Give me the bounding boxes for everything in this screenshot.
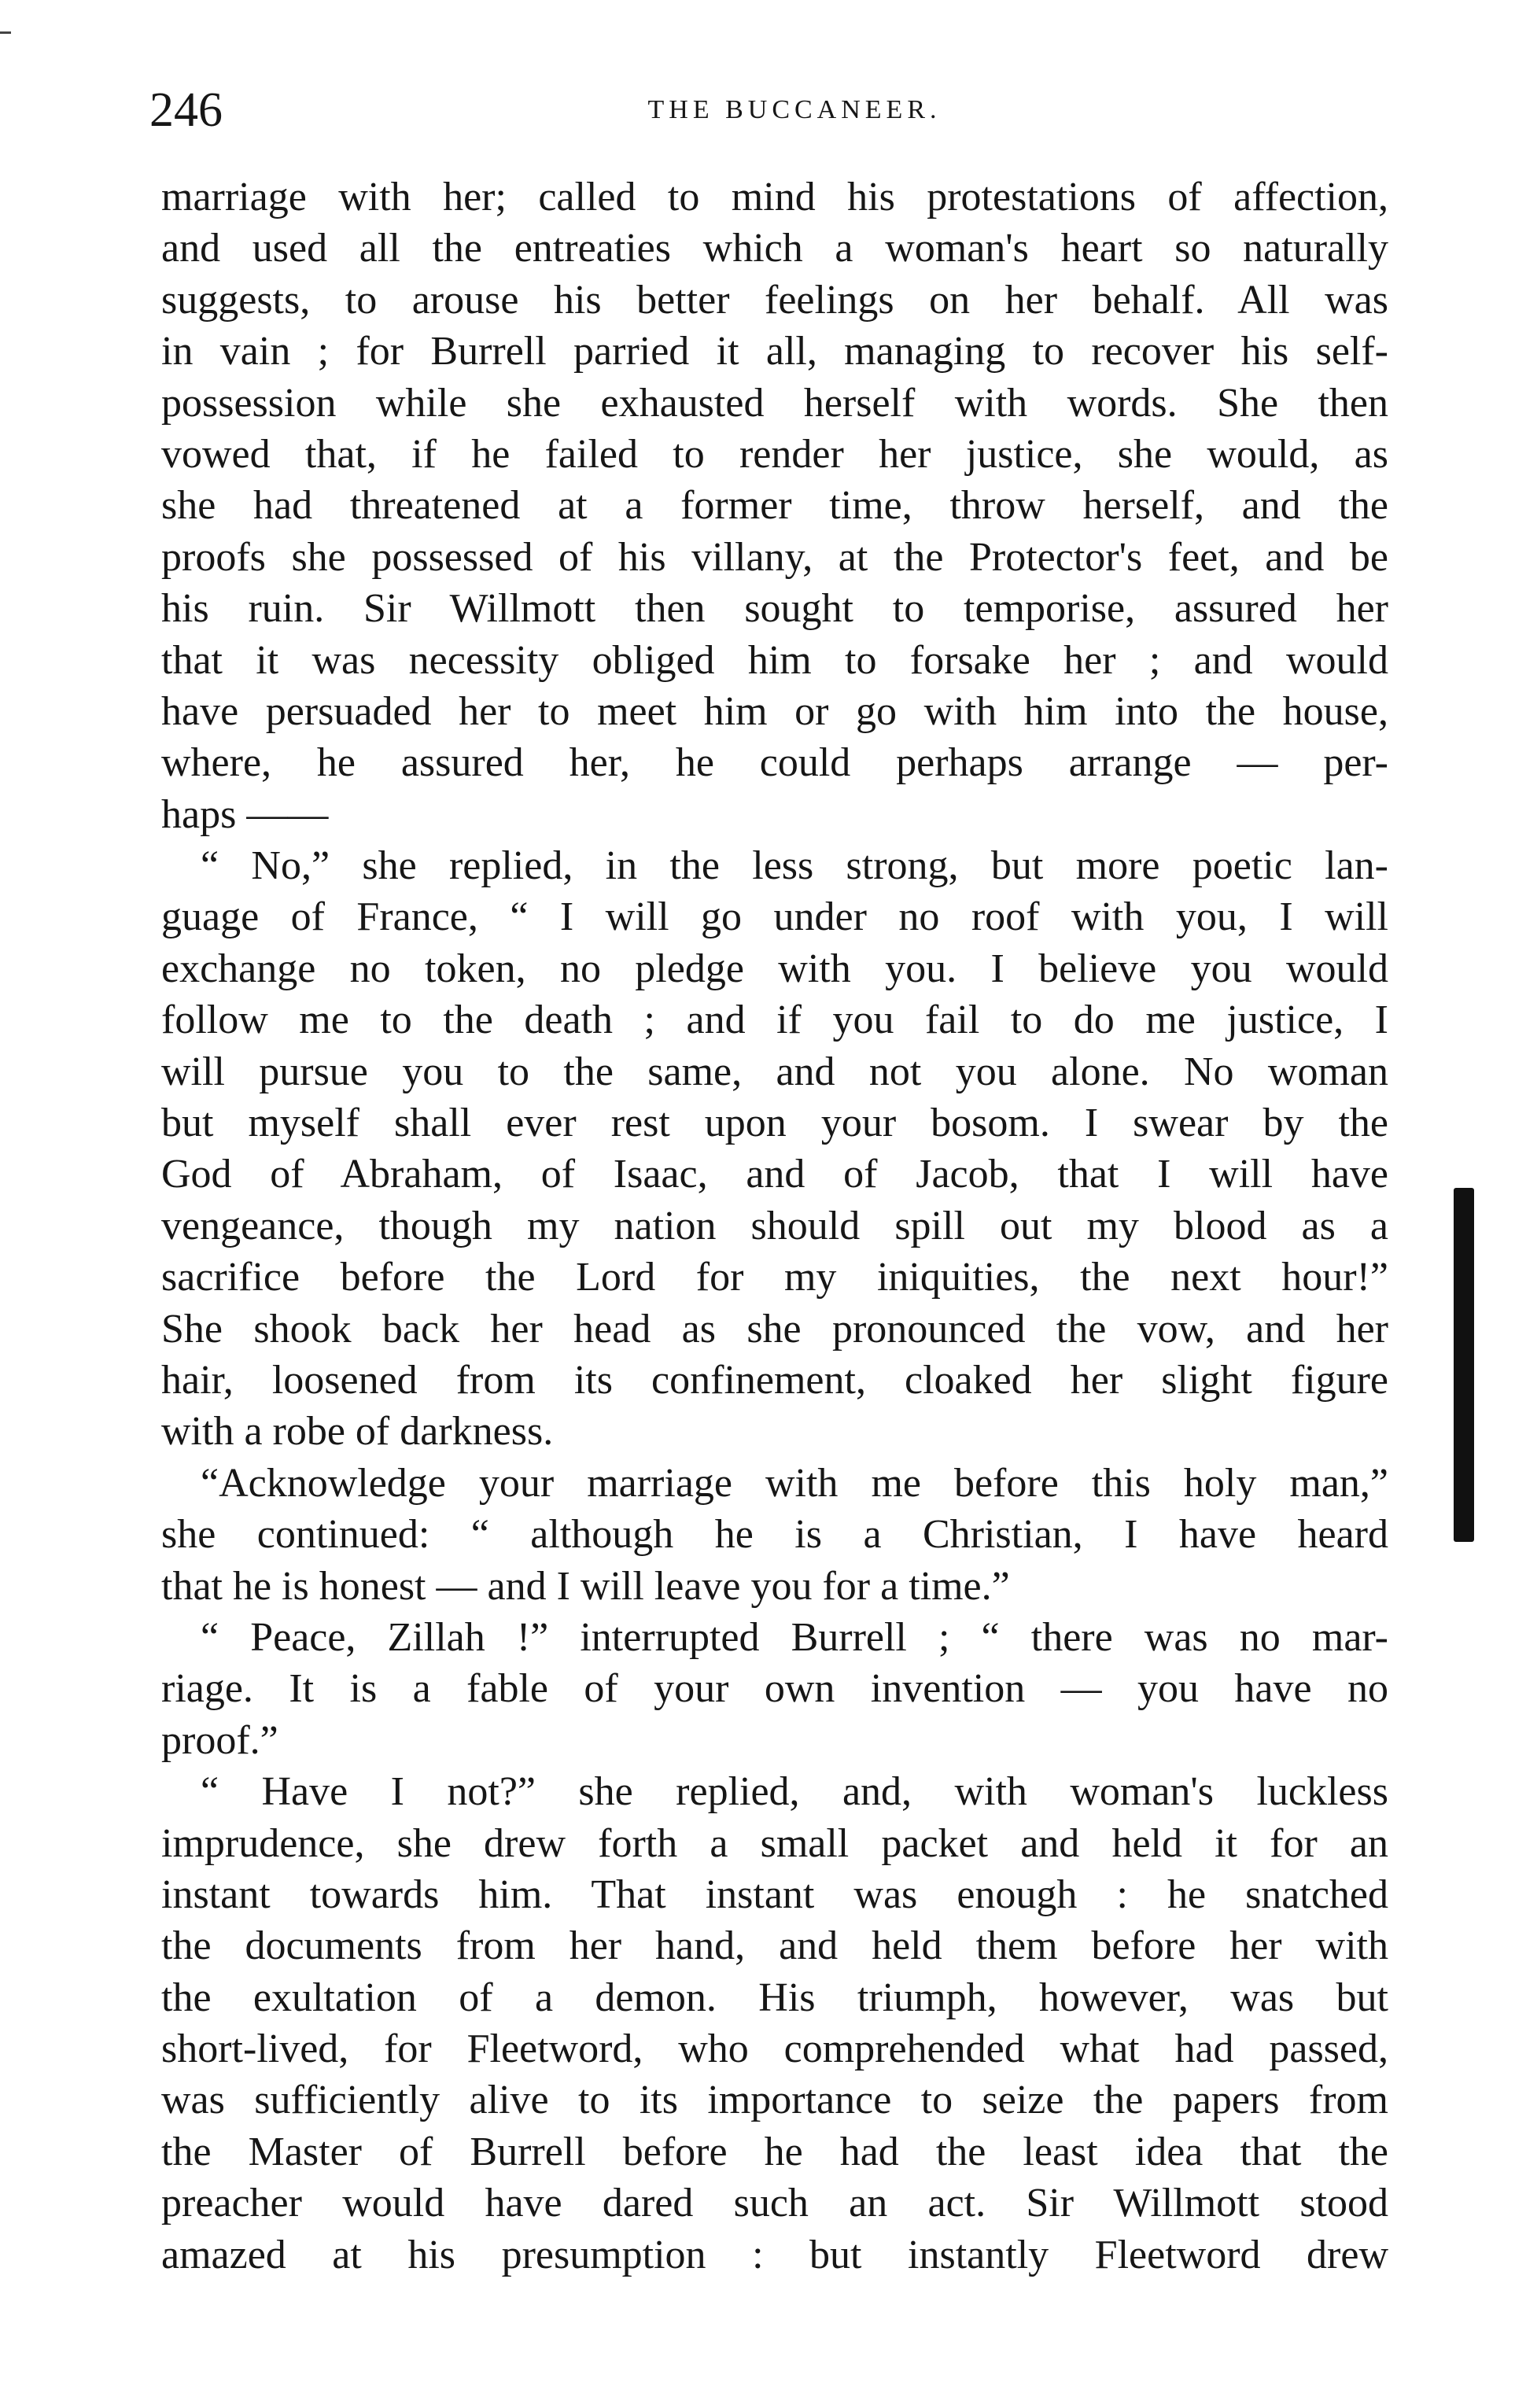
text-line: “Acknowledge your marriage with me before this holy man,” — [201, 1460, 1388, 1506]
corner-mark — [0, 31, 11, 34]
text-line: short-lived, for Fleetword, who comprehended what had passed, — [161, 2026, 1388, 2072]
text-line: she had threatened at a former time, throw herself, and the — [161, 483, 1388, 529]
page-number: 246 — [149, 83, 223, 137]
text-line: proof.” — [161, 1717, 278, 1763]
text-line: have persuaded her to meet him or go with him into the house, — [161, 688, 1388, 734]
running-title: THE BUCCANEER. — [647, 95, 942, 124]
text-line: riage. It is a fable of your own invention — you have no — [161, 1666, 1388, 1712]
page-header — [149, 75, 1408, 146]
text-line: “ Peace, Zillah !” interrupted Burrell ; “ there was no mar- — [201, 1614, 1388, 1660]
text-line: follow me to the death ; and if you fail to do me justice, I — [161, 997, 1388, 1043]
text-line: “ Have I not?” she replied, and, with woman's luckless — [201, 1769, 1388, 1815]
text-line: the documents from her hand, and held them before her with — [161, 1923, 1388, 1969]
text-line: hair, loosened from its confinement, cloaked her slight figure — [161, 1357, 1388, 1403]
text-line: the exultation of a demon. His triumph, however, was but — [161, 1975, 1388, 2020]
text-line: she continued: “ although he is a Christian, I have heard — [161, 1512, 1388, 1558]
text-line: was sufficiently alive to its importance to seize the papers from — [161, 2078, 1388, 2123]
text-line: marriage with her; called to mind his protestations of affection, — [161, 175, 1388, 219]
text-line: haps —— — [161, 791, 329, 837]
text-body — [161, 171, 1388, 2281]
text-line: instant towards him. That instant was enough : he snatched — [161, 1871, 1388, 1917]
text-line: imprudence, she drew forth a small packet and held it for an — [161, 1820, 1388, 1866]
text-line: vowed that, if he failed to render her justice, she would, as — [161, 431, 1388, 477]
text-line: will pursue you to the same, and not you alone. No woman — [161, 1049, 1388, 1094]
text-line: his ruin. Sir Willmott then sought to temporise, assured her — [161, 586, 1388, 632]
text-line: God of Abraham, of Isaac, and of Jacob, that I will have — [161, 1152, 1388, 1197]
text-line: that it was necessity obliged him to forsake her ; and would — [161, 637, 1388, 683]
text-line: in vain ; for Burrell parried it all, managing to recover his self- — [161, 329, 1388, 374]
text-line: possession while she exhausted herself with words. She then — [161, 380, 1388, 426]
text-line: suggests, to arouse his better feelings on her behalf. All was — [161, 277, 1388, 323]
text-line: She shook back her head as she pronounced the vow, and her — [161, 1306, 1388, 1352]
text-line: but myself shall ever rest upon your bosom. I swear by the — [161, 1101, 1388, 1146]
text-line: “ No,” she replied, in the less strong, but more poetic lan- — [201, 843, 1388, 889]
text-line: where, he assured her, he could perhaps arrange — per- — [161, 740, 1388, 786]
text-line: with a robe of darkness. — [161, 1409, 554, 1455]
text-line: and used all the entreaties which a woman's heart so naturally — [161, 226, 1388, 271]
text-line: that he is honest — and I will leave you for a time.” — [161, 1563, 1010, 1609]
text-line: proofs she possessed of his villany, at the Protector's feet, and be — [161, 534, 1388, 580]
text-line: guage of France, “ I will go under no roof with you, I will — [161, 894, 1388, 940]
page-edge-mark — [1454, 1188, 1474, 1542]
text-line: preacher would have dared such an act. Sir Willmott stood — [161, 2181, 1388, 2226]
text-line: vengeance, though my nation should spill out my blood as a — [161, 1203, 1388, 1248]
text-line: exchange no token, no pledge with you. I believe you would — [161, 946, 1388, 991]
text-line: the Master of Burrell before he had the least idea that the — [161, 2129, 1388, 2174]
text-line: sacrifice before the Lord for my iniquities, the next hour!” — [161, 1255, 1388, 1300]
text-line: amazed at his presumption : but instantly Fleetword drew — [161, 2232, 1388, 2277]
